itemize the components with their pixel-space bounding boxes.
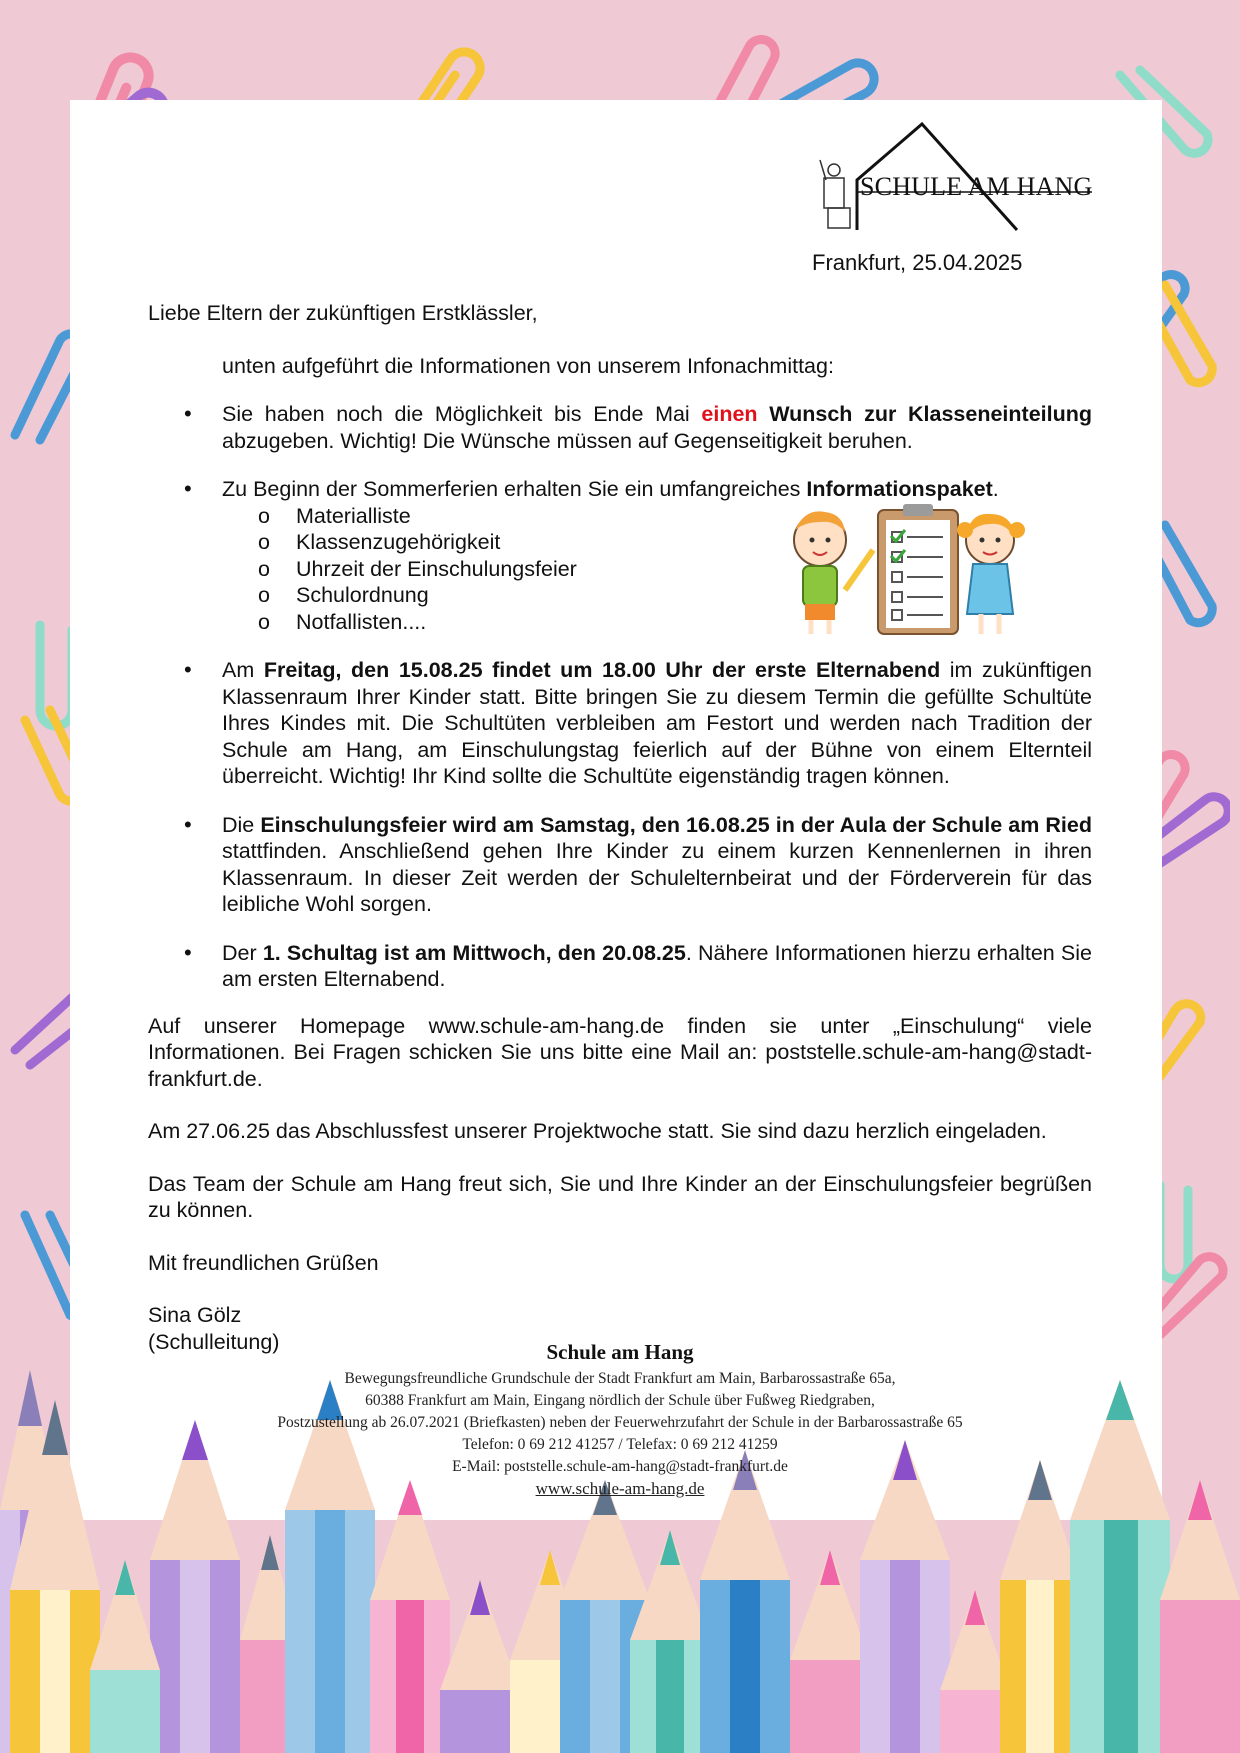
footer-website-link[interactable]: www.schule-am-hang.de [535,1479,705,1498]
sub-list-item: o Notfallisten.... [296,609,1092,636]
text-run: Zu Beginn der Sommerferien erhalten Sie ein umfangreiches [222,477,807,501]
sub-list-item: o Klassenzugehörigkeit [296,529,1092,556]
bold-text: Wunsch zur Klasseneinteilung [769,402,1093,426]
signer-role: (Schulleitung) [148,1329,280,1354]
footer-phone: Telefon: 0 69 212 41257 / Telefax: 0 69 212 41259 [462,1436,778,1453]
intro-line: unten aufgeführt die Informationen von unserem Infonachmittag: [222,353,834,378]
footer-postal-note: Postzustellung ab 26.07.2021 (Briefkasten) neben der Feuerwehrzufahrt der Schule in der Barbarossastraße 65 [277,1414,963,1431]
sub-list-item: o Uhrzeit der Einschulungsfeier [296,556,1092,583]
text-run [758,402,770,426]
footer-title: Schule am Hang [546,1340,694,1364]
text-run: . Nähere Informationen hierzu erhalten Sie am ersten Elternabend. [222,940,1093,991]
list-item [222,812,1092,918]
letter-body [148,300,1092,1355]
list-item [222,657,1092,790]
info-list [148,401,1092,993]
text-run: Der [222,940,263,965]
info-package-list [222,503,1092,636]
bold-text: 1. Schultag ist am Mittwoch, den 20.08.25 [262,940,686,965]
bold-text: Einschulungsfeier wird am Samstag, den 16.08.25 in der Aula der Schule am Ried [260,812,1092,837]
bold-text: Informationspaket [806,477,993,501]
closing-line: Mit freundlichen Grüßen [148,1250,379,1275]
signer-name: Sina Gölz [148,1303,242,1327]
text-run: stattfinden. Anschließend gehen Ihre Kinder zu einem kurzen Kennenlernen in ihren Klassenraum. In dieser Zeit werden der Schulelternbeirat und der Förderverein für das leibliche Wohl sorgen. [222,839,1092,916]
sub-list-item: o Schulordnung [296,582,1092,609]
text-run: Am [222,658,264,682]
text-run: im zukünftigen Klassenraum Ihrer Kinder statt. Bitte bringen Sie zu diesem Termin die gefüllte Schultüte Ihres Kindes mit. Die Schultüten verbleiben am Festort und werden nach Tradition der Schule am Hang, am Einschulungstag feierlich auf der Bühne von einem Elternteil überreicht. Wichtig! Ihr Kind sollte die Schultüte eigenständig tragen können. [222,658,1092,788]
text-run: Die [222,812,261,837]
footer-address-line: Bewegungsfreundliche Grundschule der Stadt Frankfurt am Main, Barbarossastraße 65a, [344,1370,896,1387]
footer-address-line: 60388 Frankfurt am Main, Eingang nördlich der Schule über Fußweg Riedgraben, [365,1392,875,1409]
school-footer [220,1338,1020,1500]
bold-text: Freitag, den 15.08.25 findet um 18.00 Uhr der erste Elternabend [263,658,941,682]
date-line: Frankfurt, 25.04.2025 [812,250,1023,275]
text-run: . [992,477,999,501]
sub-list-item: o Materialliste [296,503,1092,530]
text-run: Sie haben noch die Möglichkeit bis Ende Mai [222,402,702,426]
list-item [222,940,1092,993]
list-item [222,476,1092,635]
team-paragraph: Das Team der Schule am Hang freut sich, Sie und Ihre Kinder an der Einschulungsfeier begrüßen zu können. [148,1171,1092,1222]
list-item [222,401,1092,454]
highlight-word: einen [701,402,758,426]
fest-paragraph: Am 27.06.25 das Abschlussfest unserer Projektwoche statt. Sie sind dazu herzlich eingeladen. [148,1119,1047,1143]
footer-email: E-Mail: poststelle.schule-am-hang@stadt-frankfurt.de [452,1458,788,1475]
school-logo-text: SCHULE AM HANG [860,172,1093,201]
homepage-paragraph: Auf unserer Homepage www.schule-am-hang.de finden sie unter „Einschulung“ viele Informationen. Bei Fragen schicken Sie uns bitte eine Mail an: poststelle.schule-am-hang@stadt-frankfurt.de. [148,1013,1092,1091]
text-run: abzugeben. Wichtig! Die Wünsche müssen auf Gegenseitigkeit beruhen. [222,428,913,453]
greeting: Liebe Eltern der zukünftigen Erstklässler, [148,301,538,325]
